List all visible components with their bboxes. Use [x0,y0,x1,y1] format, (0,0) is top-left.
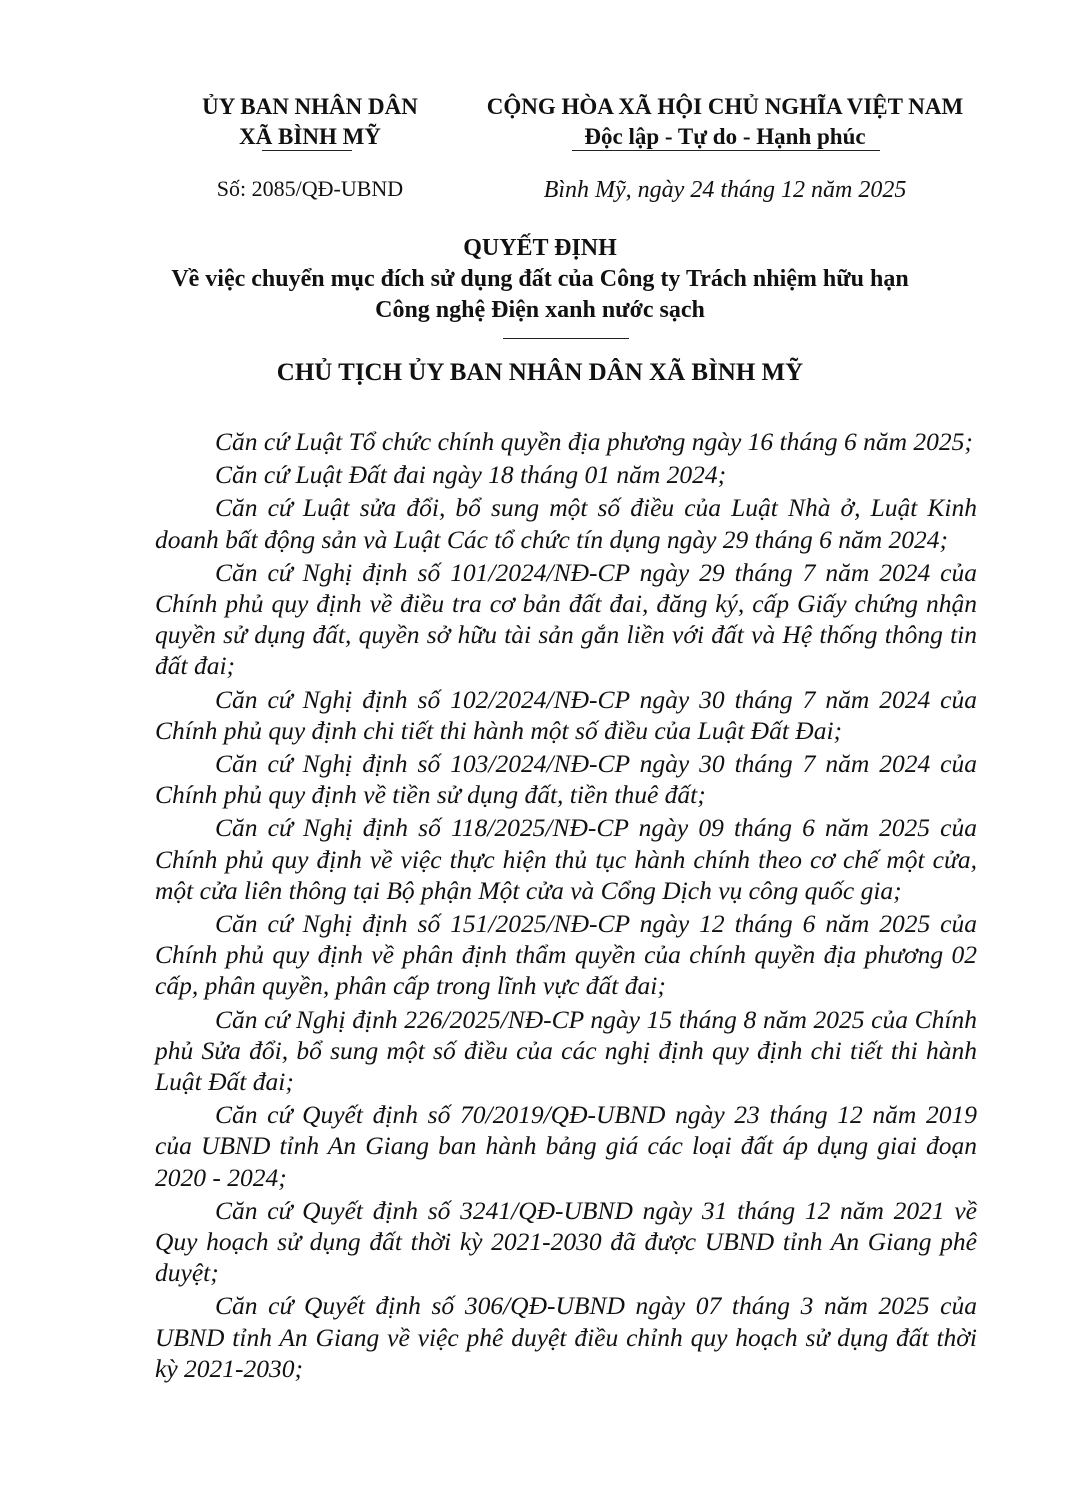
legal-basis-item: Căn cứ Luật Đất đai ngày 18 tháng 01 năm 2024; [215,460,727,490]
decision-subject-line1: Về việc chuyển mục đích sử dụng đất của Công ty Trách nhiệm hữu hạn [171,266,909,292]
legal-basis-item: Căn cứ Quyết định số 70/2019/QĐ-UBND ngày 23 tháng 12 năm 2019 của UBND tỉnh An Giang ban hành bảng giá các loại đất áp dụng giai đoạn 2020 - 2024; [155,1100,977,1192]
document-number: Số: 2085/QĐ-UBND [216,176,404,201]
issuing-authority [180,92,440,152]
place-date: Bình Mỹ, ngày 24 tháng 12 năm 2025 [543,177,907,203]
legal-basis-item: Căn cứ Nghị định số 102/2024/NĐ-CP ngày 30 tháng 7 năm 2024 của Chính phủ quy định chi tiết thi hành một số điều của Luật Đất Đai; [155,684,977,745]
legal-basis-item: Căn cứ Nghị định số 118/2025/NĐ-CP ngày 09 tháng 6 năm 2025 của Chính phủ quy định về việc thực hiện thủ tục hành chính theo cơ chế một cửa, một cửa liên thông tại Bộ phận Một cửa và Cổng Dịch vụ công quốc gia; [155,813,977,905]
motto: Độc lập - Tự do - Hạnh phúc [584,124,866,149]
decision-title: QUYẾT ĐỊNH [463,235,617,261]
legal-basis-item: Căn cứ Nghị định số 103/2024/NĐ-CP ngày 30 tháng 7 năm 2024 của Chính phủ quy định về tiền sử dụng đất, tiền thuê đất; [155,749,977,810]
decision-subject-line2: Công nghệ Điện xanh nước sạch [375,297,705,323]
title-underline [503,338,629,339]
authority-heading: CHỦ TỊCH ỦY BAN NHÂN DÂN XÃ BÌNH MỸ [276,359,804,386]
issuing-authority-line1: ỦY BAN NHÂN DÂN [202,94,418,119]
legal-basis-item: Căn cứ Quyết định số 306/QĐ-UBND ngày 07 tháng 3 năm 2025 của UBND tỉnh An Giang về việc phê duyệt điều chỉnh quy hoạch sử dụng đất thời kỳ 2021-2030; [155,1291,977,1383]
left-header-underline [262,150,352,151]
legal-basis-item: Căn cứ Quyết định số 3241/QĐ-UBND ngày 31 tháng 12 năm 2021 về Quy hoạch sử dụng đất thời kỳ 2021-2030 đã được UBND tỉnh An Giang phê duyệt; [155,1195,977,1288]
legal-basis-item: Căn cứ Nghị định số 101/2024/NĐ-CP ngày 29 tháng 7 năm 2024 của Chính phủ quy định về điều tra cơ bản đất đai, đăng ký, cấp Giấy chứng nhận quyền sử dụng đất, quyền sở hữu tài sản gắn liền với đất và Hệ thống thông tin đất đai; [155,557,977,681]
right-header-underline [572,150,880,151]
legal-bases [155,426,977,1384]
national-motto [470,92,980,152]
issuing-authority-line2: XÃ BÌNH MỸ [239,124,381,149]
legal-basis-item: Căn cứ Nghị định số 151/2025/NĐ-CP ngày 12 tháng 6 năm 2025 của Chính phủ quy định về phân định thẩm quyền của chính quyền địa phương 02 cấp, phân quyền, phân cấp trong lĩnh vực đất đai; [155,909,977,1001]
country-name: CỘNG HÒA XÃ HỘI CHỦ NGHĨA VIỆT NAM [486,94,964,119]
legal-basis-item: Căn cứ Luật sửa đổi, bổ sung một số điều của Luật Nhà ở, Luật Kinh doanh bất động sản và Luật Các tổ chức tín dụng ngày 29 tháng 6 năm 2024; [155,493,977,554]
legal-basis-item: Căn cứ Nghị định 226/2025/NĐ-CP ngày 15 tháng 8 năm 2025 của Chính phủ Sửa đổi, bổ sung một số điều của các nghị định quy định chi tiết thi hành Luật Đất đai; [155,1004,977,1097]
legal-basis-item: Căn cứ Luật Tổ chức chính quyền địa phương ngày 16 tháng 6 năm 2025; [215,427,973,456]
